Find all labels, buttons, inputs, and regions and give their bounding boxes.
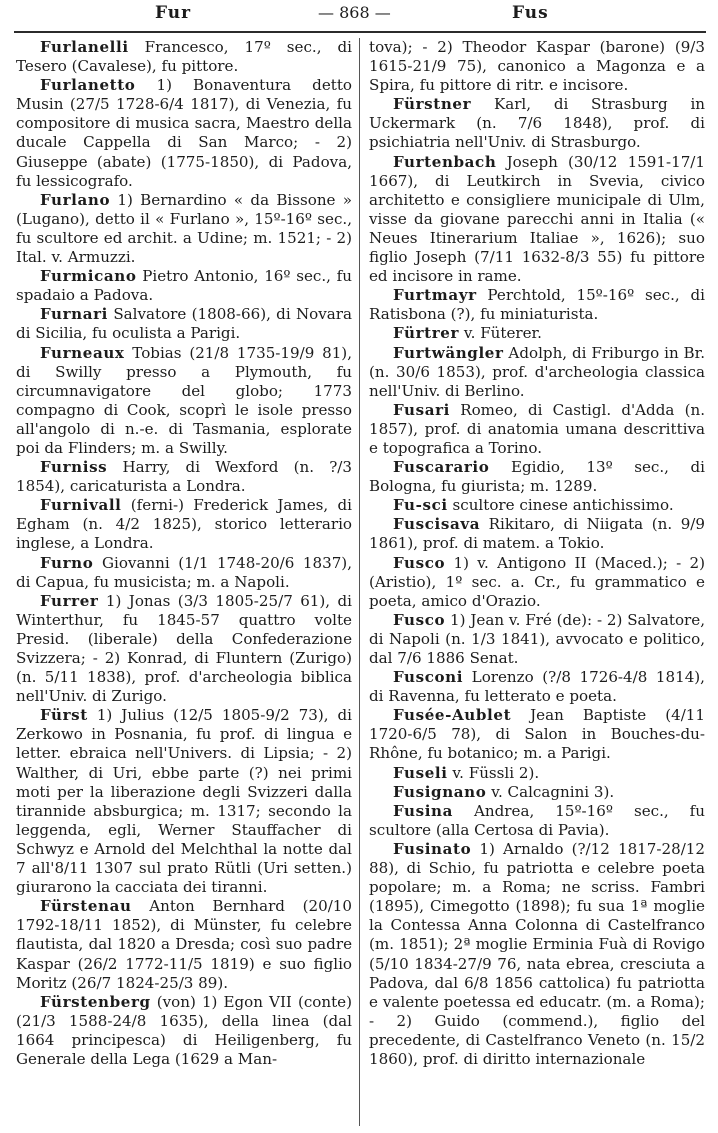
entry-text: (ferni-) Frederick James, di Egham (n. 4/2 1825), storico letterario inglese, a Londra. <box>16 496 352 553</box>
running-head-left: Fur <box>155 3 192 23</box>
entry-headword: Furlanelli <box>40 38 129 56</box>
entry-text: Salvatore (1808-66), di Novara di Sicilia, fu oculista a Parigi. <box>16 305 352 343</box>
entry-text: 1) Jonas (3/3 1805-25/7 61), di Winterthur, fu 1845-57 quattro volte Presid. (liberale) della Confederazione Svizzera; - 2) Konrad, di Fluntern (Zurigo) (n. 5/11 1838), prof. d'archeologia biblica nell'Univ. di Zurigo. <box>16 591 352 706</box>
entry-headword: Furrer <box>40 591 99 610</box>
entry-headword: Fuscisava <box>393 515 481 534</box>
entry <box>369 783 705 802</box>
page-number: — 868 — <box>318 3 391 22</box>
entry-text: Francesco, 17º sec., di Tesero (Cavalese), fu pittore. <box>16 38 352 76</box>
entry-text: Harry, di Wexford (n. ?/3 1854), caricaturista a Londra. <box>16 458 352 496</box>
entry-text: Andrea, 15º-16º sec., fu scultore (alla Certosa di Pavia). <box>369 801 705 839</box>
entry-text: v. Füssli 2). <box>447 763 540 782</box>
entry <box>369 496 705 515</box>
entry-headword: Fusco <box>393 553 446 572</box>
header-rule <box>14 31 706 33</box>
running-head-right: Fus <box>512 3 549 23</box>
entry-headword: Furno <box>40 553 94 572</box>
entry-headword: Fusina <box>393 801 454 820</box>
entry <box>369 401 705 458</box>
entry-text: Rikitaro, di Niigata (n. 9/9 1861), prof. di matem. a Tokio. <box>369 515 705 553</box>
entry <box>369 153 705 287</box>
entry-text: Jean Baptiste (4/11 1720-6/5 78), di Salon in Bouches-du-Rhône, fu botanico; m. a Parigi. <box>369 706 705 763</box>
entry <box>16 592 352 707</box>
entry <box>16 76 352 191</box>
entry-text: Lorenzo (?/8 1726-4/8 1814), di Ravenna, fu letterato e poeta. <box>369 668 705 706</box>
entry-text: 1) v. Antigono II (Maced.); - 2) (Aristio), 1º sec. a. Cr., fu grammatico e poeta, amico d'Orazio. <box>369 553 705 610</box>
entry-text: scultore cinese antichissimo. <box>447 496 674 515</box>
entry <box>369 95 705 152</box>
entry-headword: Furlano <box>40 190 111 209</box>
entry <box>369 554 705 611</box>
entry-headword: Fuscarario <box>393 458 490 477</box>
entry-headword: Fuseli <box>393 763 448 782</box>
left-column <box>16 38 352 1069</box>
entry-headword: Fusari <box>393 400 450 419</box>
entry-text: Perchtold, 15º-16º sec., di Ratisbona (?), fu miniaturista. <box>369 286 705 324</box>
entry-headword: Furnivall <box>40 496 122 515</box>
entry <box>369 458 705 496</box>
entry-headword: Furmicano <box>40 267 137 286</box>
entry <box>369 611 705 668</box>
entry-headword: Fürst <box>40 706 88 725</box>
entry-text: 1) Jean v. Fré (de): - 2) Salvatore, di Napoli (n. 1/3 1841), avvocato e politico, dal 7/6 1886 Senat. <box>369 610 705 667</box>
entry-text: 1) Bernardino « da Bissone » (Lugano), detto il « Furlano », 15º-16º sec., fu scultore ed archit. a Udine; m. 1521; - 2) Ital. v. Armuzzi. <box>16 190 352 267</box>
entry-headword: Fürtrer <box>393 324 460 343</box>
entry-text: tova); - 2) Theodor Kaspar (barone) (9/3 1615-21/9 75), canonico a Magonza e a Spira, fu pittore di ritr. e incisore. <box>369 38 705 95</box>
entry-headword: Furniss <box>40 458 108 477</box>
entry-text: (von) 1) Egon VII (conte) (21/3 1588-24/8 1635), della linea (dal 1664 principesca) di Heiligenberg, fu Generale della Lega (1629 a Man- <box>16 992 352 1068</box>
entry-text: Joseph (30/12 1591-17/1 1667), di Leutkirch in Svevia, civico architetto e consigliere municipale di Ulm, visse da giovane parecchi anni in Italia (« Neues Itinerarium Italiae », 1626); suo figlio Joseph (7/11 1632-8/3 55) fu pittore ed incisore in rame. <box>369 152 705 286</box>
entry-headword: Furtenbach <box>393 152 497 171</box>
entry-text: Pietro Antonio, 16º sec., fu spadaio a Padova. <box>16 267 352 305</box>
entry <box>16 554 352 592</box>
entry-headword: Fürstner <box>393 95 472 114</box>
entry-headword: Furnari <box>40 305 109 324</box>
entry-headword: Fu-sci <box>393 496 448 515</box>
entry-text: Anton Bernhard (20/10 1792-18/11 1852), di Münster, fu celebre flautista, dal 1820 a Dresda; così suo padre Kaspar (26/2 1772-11/5 1819) e suo figlio Moritz (26/7 1824-25/3 89). <box>16 897 352 992</box>
entry <box>16 993 352 1069</box>
entry <box>16 706 352 897</box>
entry-text: 1) Arnaldo (?/12 1817-28/12 88), di Schio, fu patriotta e celebre poeta popolare; m. a Roma; ne scriss. Fambri (1895), Cimegotto (1898); fu sua 1ª moglie la Contessa Anna Colonna di Castelfranco (m. 1851); 2ª moglie Erminia Fuà di Rovigo (5/10 1834-27/9 76, nata ebrea, cresciuta a Padova, dal 6/8 1856 cattolica) fu patriotta e valente poetessa ed educatr. (m. a Roma); - 2) Guido (commend.), figlio del precedente, di Castelfranco Veneto (n. 15/2 1860), prof. di diritto internazionale <box>369 839 705 1068</box>
entry <box>369 764 705 783</box>
entry-headword: Fusée-Aublet <box>393 706 512 725</box>
entry-headword: Fürstenberg <box>40 992 151 1011</box>
entry <box>16 496 352 553</box>
entry <box>16 458 352 496</box>
entry <box>369 802 705 840</box>
entry <box>16 305 352 343</box>
right-column <box>369 38 705 1069</box>
entry <box>369 344 705 401</box>
entry-headword: Fusinato <box>393 839 472 858</box>
entry <box>369 286 705 324</box>
entry <box>369 515 705 553</box>
entry-text: Karl, di Strasburg in Uckermark (n. 7/6 1848), prof. di psichiatria nell'Univ. di Strasburgo. <box>369 95 705 152</box>
entry <box>16 191 352 267</box>
entry-text: Tobias (21/8 1735-19/9 81), di Swilly presso a Plymouth, fu circumnavigatore del globo; 1773 compagno di Cook, scoprì le isole presso all'angolo di n.-e. di Tasmania, esplorate poi da Flinders; m. a Swilly. <box>16 343 352 457</box>
entry-headword: Fusco <box>393 610 446 629</box>
entry-text: v. Calcagnini 3). <box>486 782 615 801</box>
entry-headword: Furtmayr <box>393 286 477 305</box>
entry-text: 1) Bonaventura detto Musin (27/5 1728-6/4 1817), di Venezia, fu compositore di musica sacra, Maestro della ducale Cappella di San Marco; - 2) Giuseppe (abate) (1775-1850), di Padova, fu lessicografo. <box>16 76 352 190</box>
entry <box>16 344 352 459</box>
entry <box>369 706 705 763</box>
entry-continuation <box>369 38 705 95</box>
entry-headword: Fusconi <box>393 668 464 687</box>
column-divider <box>359 38 360 1126</box>
entry-text: Romeo, di Castigl. d'Adda (n. 1857), prof. di anatomia umana descrittiva e topografica a Torino. <box>369 400 705 457</box>
entry <box>16 267 352 305</box>
entry <box>369 668 705 706</box>
entry-text: v. Füterer. <box>459 324 542 343</box>
entry <box>369 324 705 343</box>
entry-headword: Fusignano <box>393 782 487 801</box>
entry-headword: Furneaux <box>40 343 125 362</box>
entry-text: Adolph, di Friburgo in Br. (n. 30/6 1853), prof. d'archeologia classica nell'Univ. di Berlino. <box>369 343 705 400</box>
entry-headword: Furtwängler <box>393 343 504 362</box>
entry <box>16 897 352 992</box>
page-header <box>0 0 718 32</box>
entry-text: 1) Julius (12/5 1805-9/2 73), di Zerkowo in Posnania, fu prof. di lingua e letter. ebraica nell'Univers. di Lipsia; - 2) Walther, di Uri, ebbe parte (?) nei primi moti per la liberazione degli Svizzeri dalla tirannide absburgica; m. 1317; secondo la leggenda, egli, Werner Stauffacher di Schwyz e Arnold del Melchthal la notte dal 7 all'8/11 1307 sul prato Rütli (Uri setten.) giurarono la cacciata dei tiranni. <box>16 706 352 897</box>
entry-text: Egidio, 13º sec., di Bologna, fu giurista; m. 1289. <box>369 458 705 496</box>
entry <box>369 840 705 1069</box>
entry-text: Giovanni (1/1 1748-20/6 1837), di Capua, fu musicista; m. a Napoli. <box>16 553 352 591</box>
entry-headword: Fürstenau <box>40 897 132 916</box>
entry <box>16 38 352 76</box>
entry-headword: Furlanetto <box>40 76 136 95</box>
